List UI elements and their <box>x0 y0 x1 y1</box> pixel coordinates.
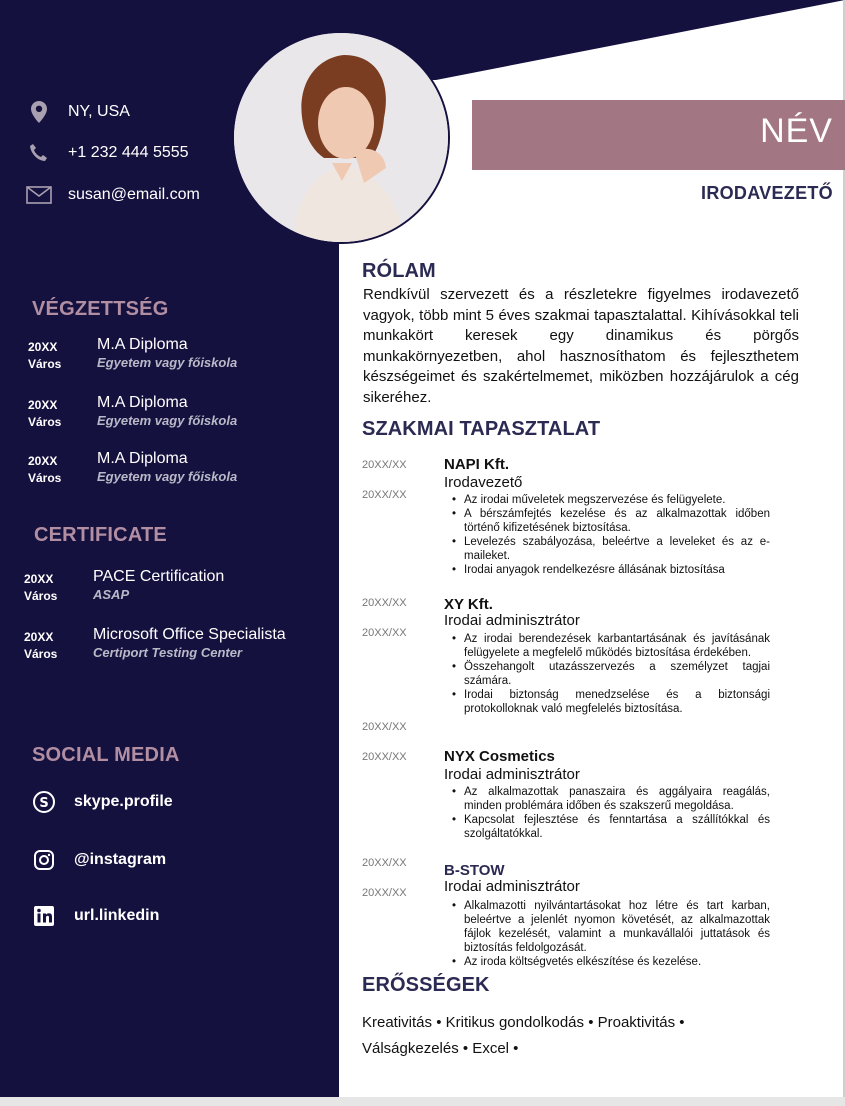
job-date-start: 20XX/XX <box>362 857 407 869</box>
email-text[interactable]: susan@email.com <box>68 186 200 203</box>
certificate-issuer: ASAP <box>93 587 130 602</box>
certificate-title: PACE Certification <box>93 568 225 585</box>
certificate-year: 20XX <box>24 572 54 586</box>
job-date-end: 20XX/XX <box>362 887 407 899</box>
job-date-start: 20XX/XX <box>362 597 407 609</box>
job-company: XY Kft. <box>444 596 493 613</box>
instagram-text[interactable]: @instagram <box>74 851 167 868</box>
job-role: Irodai adminisztrátor <box>444 766 580 783</box>
profile-photo <box>232 31 450 244</box>
skype-icon <box>32 790 56 814</box>
skype-text[interactable]: skype.profile <box>74 793 173 810</box>
education-city: Város <box>28 357 62 371</box>
job-role: Irodai adminisztrátor <box>444 612 580 629</box>
location-pin-icon <box>26 100 52 124</box>
job-bullet: • Levelezés szabályozása, beleértve a leveleket és az e-maileket. <box>452 535 770 563</box>
job-date-end: 20XX/XX <box>362 489 407 501</box>
social-heading: SOCIAL MEDIA <box>32 744 180 766</box>
job-bullet: • Az irodai berendezések karbantartásának és javításának felügyelete a megfelelő működés biztosítása érdekében. <box>452 632 770 660</box>
experience-heading: SZAKMAI TAPASZTALAT <box>362 418 601 440</box>
job-bullets <box>452 899 770 969</box>
job-role: Irodai adminisztrátor <box>444 878 580 895</box>
job-role: Irodavezető <box>444 474 523 491</box>
education-city: Város <box>28 471 62 485</box>
job-bullet: • Az irodai műveletek megszervezése és felügyelete. <box>452 493 770 507</box>
contact-location <box>26 100 130 124</box>
education-school: Egyetem vagy főiskola <box>97 355 238 370</box>
contact-email <box>26 183 200 207</box>
job-date-start: 20XX/XX <box>362 459 407 471</box>
location-text: NY, USA <box>68 103 130 120</box>
education-year: 20XX <box>28 454 58 468</box>
job-bullet: • Irodai anyagok rendelkezésre állásának biztosítása <box>452 563 770 577</box>
job-bullet: • Az iroda költségvetés elkészítése és kezelése. <box>452 955 770 969</box>
certificate-city: Város <box>24 589 58 603</box>
name-banner <box>472 100 845 170</box>
job-bullets <box>452 493 770 577</box>
job-date-end: 20XX/XX <box>362 751 407 763</box>
job-bullet: • A bérszámfejtés kezelése és az alkalmazottak időben történő kifizetésének biztosítása. <box>452 507 770 535</box>
job-date-end: 20XX/XX <box>362 627 407 639</box>
job-bullets <box>452 785 770 841</box>
strengths-line: Kreativitás • Kritikus gondolkodás • Proaktivitás • <box>362 1014 685 1031</box>
certificate-title: Microsoft Office Specialista <box>93 626 286 643</box>
linkedin-text[interactable]: url.linkedin <box>74 907 160 924</box>
education-city: Város <box>28 415 62 429</box>
job-company: B-STOW <box>444 862 505 879</box>
job-date-start: 20XX/XX <box>362 721 407 733</box>
certificate-city: Város <box>24 647 58 661</box>
job-company: NAPI Kft. <box>444 456 509 473</box>
education-school: Egyetem vagy főiskola <box>97 413 238 428</box>
education-title: M.A Diploma <box>97 450 188 467</box>
about-text: Rendkívül szervezett és a részletekre figyelmes irodavezető vagyok, több mint 5 éves szakmai tapasztalattal. Kihívásokkal teli munkakört keresek egy dinamikus és pörgős munkakörnyezetben, ahol hasznosíthatom és fejleszthetem készségeimet és szakértelmemet, miközben hozzájárulok a cég sikeréhez. <box>363 286 799 406</box>
job-bullet: • Alkalmazotti nyilvántartásokat hoz létre és tart karban, beleértve a jelenlét nyomon követését, az alkalmazottak fájlok kezelését, valamint a munkavállalói juttatások és biztosítás feldolgozását. <box>452 899 770 955</box>
svg-text:S: S <box>39 796 49 811</box>
social-instagram[interactable] <box>32 848 166 872</box>
education-title: M.A Diploma <box>97 394 188 411</box>
job-bullet: • Az alkalmazottak panaszaira és aggályaira reagálás, minden problémára időben és szakszerű megoldása. <box>452 785 770 813</box>
education-year: 20XX <box>28 398 58 412</box>
education-heading: VÉGZETTSÉG <box>32 298 169 320</box>
name-text: NÉV <box>760 112 833 150</box>
social-skype[interactable] <box>32 790 173 814</box>
job-bullets <box>452 632 770 716</box>
social-linkedin[interactable] <box>32 904 159 928</box>
job-bullet: • Irodai biztonság menedzselése és a biztonsági protokolloknak való megfelelés biztosítása. <box>452 688 770 716</box>
job-bullet: • Kapcsolat fejlesztése és fenntartása a szállítókkal és szolgáltatókkal. <box>452 813 770 841</box>
certificate-heading: CERTIFICATE <box>34 524 167 546</box>
strengths-heading: ERŐSSÉGEK <box>362 974 490 996</box>
phone-text[interactable]: +1 232 444 5555 <box>68 144 189 161</box>
phone-icon <box>26 141 52 165</box>
linkedin-icon <box>32 904 56 928</box>
education-title: M.A Diploma <box>97 336 188 353</box>
strengths-line: Válságkezelés • Excel • <box>362 1040 519 1057</box>
job-bullet: • Összehangolt utazásszervezés a személyzet tagjai számára. <box>452 660 770 688</box>
education-school: Egyetem vagy főiskola <box>97 469 238 484</box>
about-heading: RÓLAM <box>362 260 436 282</box>
education-year: 20XX <box>28 340 58 354</box>
job-company: NYX Cosmetics <box>444 748 555 765</box>
contact-phone <box>26 141 189 165</box>
instagram-icon <box>32 848 56 872</box>
job-title: IRODAVEZETŐ <box>701 183 833 203</box>
envelope-icon <box>26 183 52 207</box>
certificate-year: 20XX <box>24 630 54 644</box>
certificate-issuer: Certiport Testing Center <box>93 645 243 660</box>
